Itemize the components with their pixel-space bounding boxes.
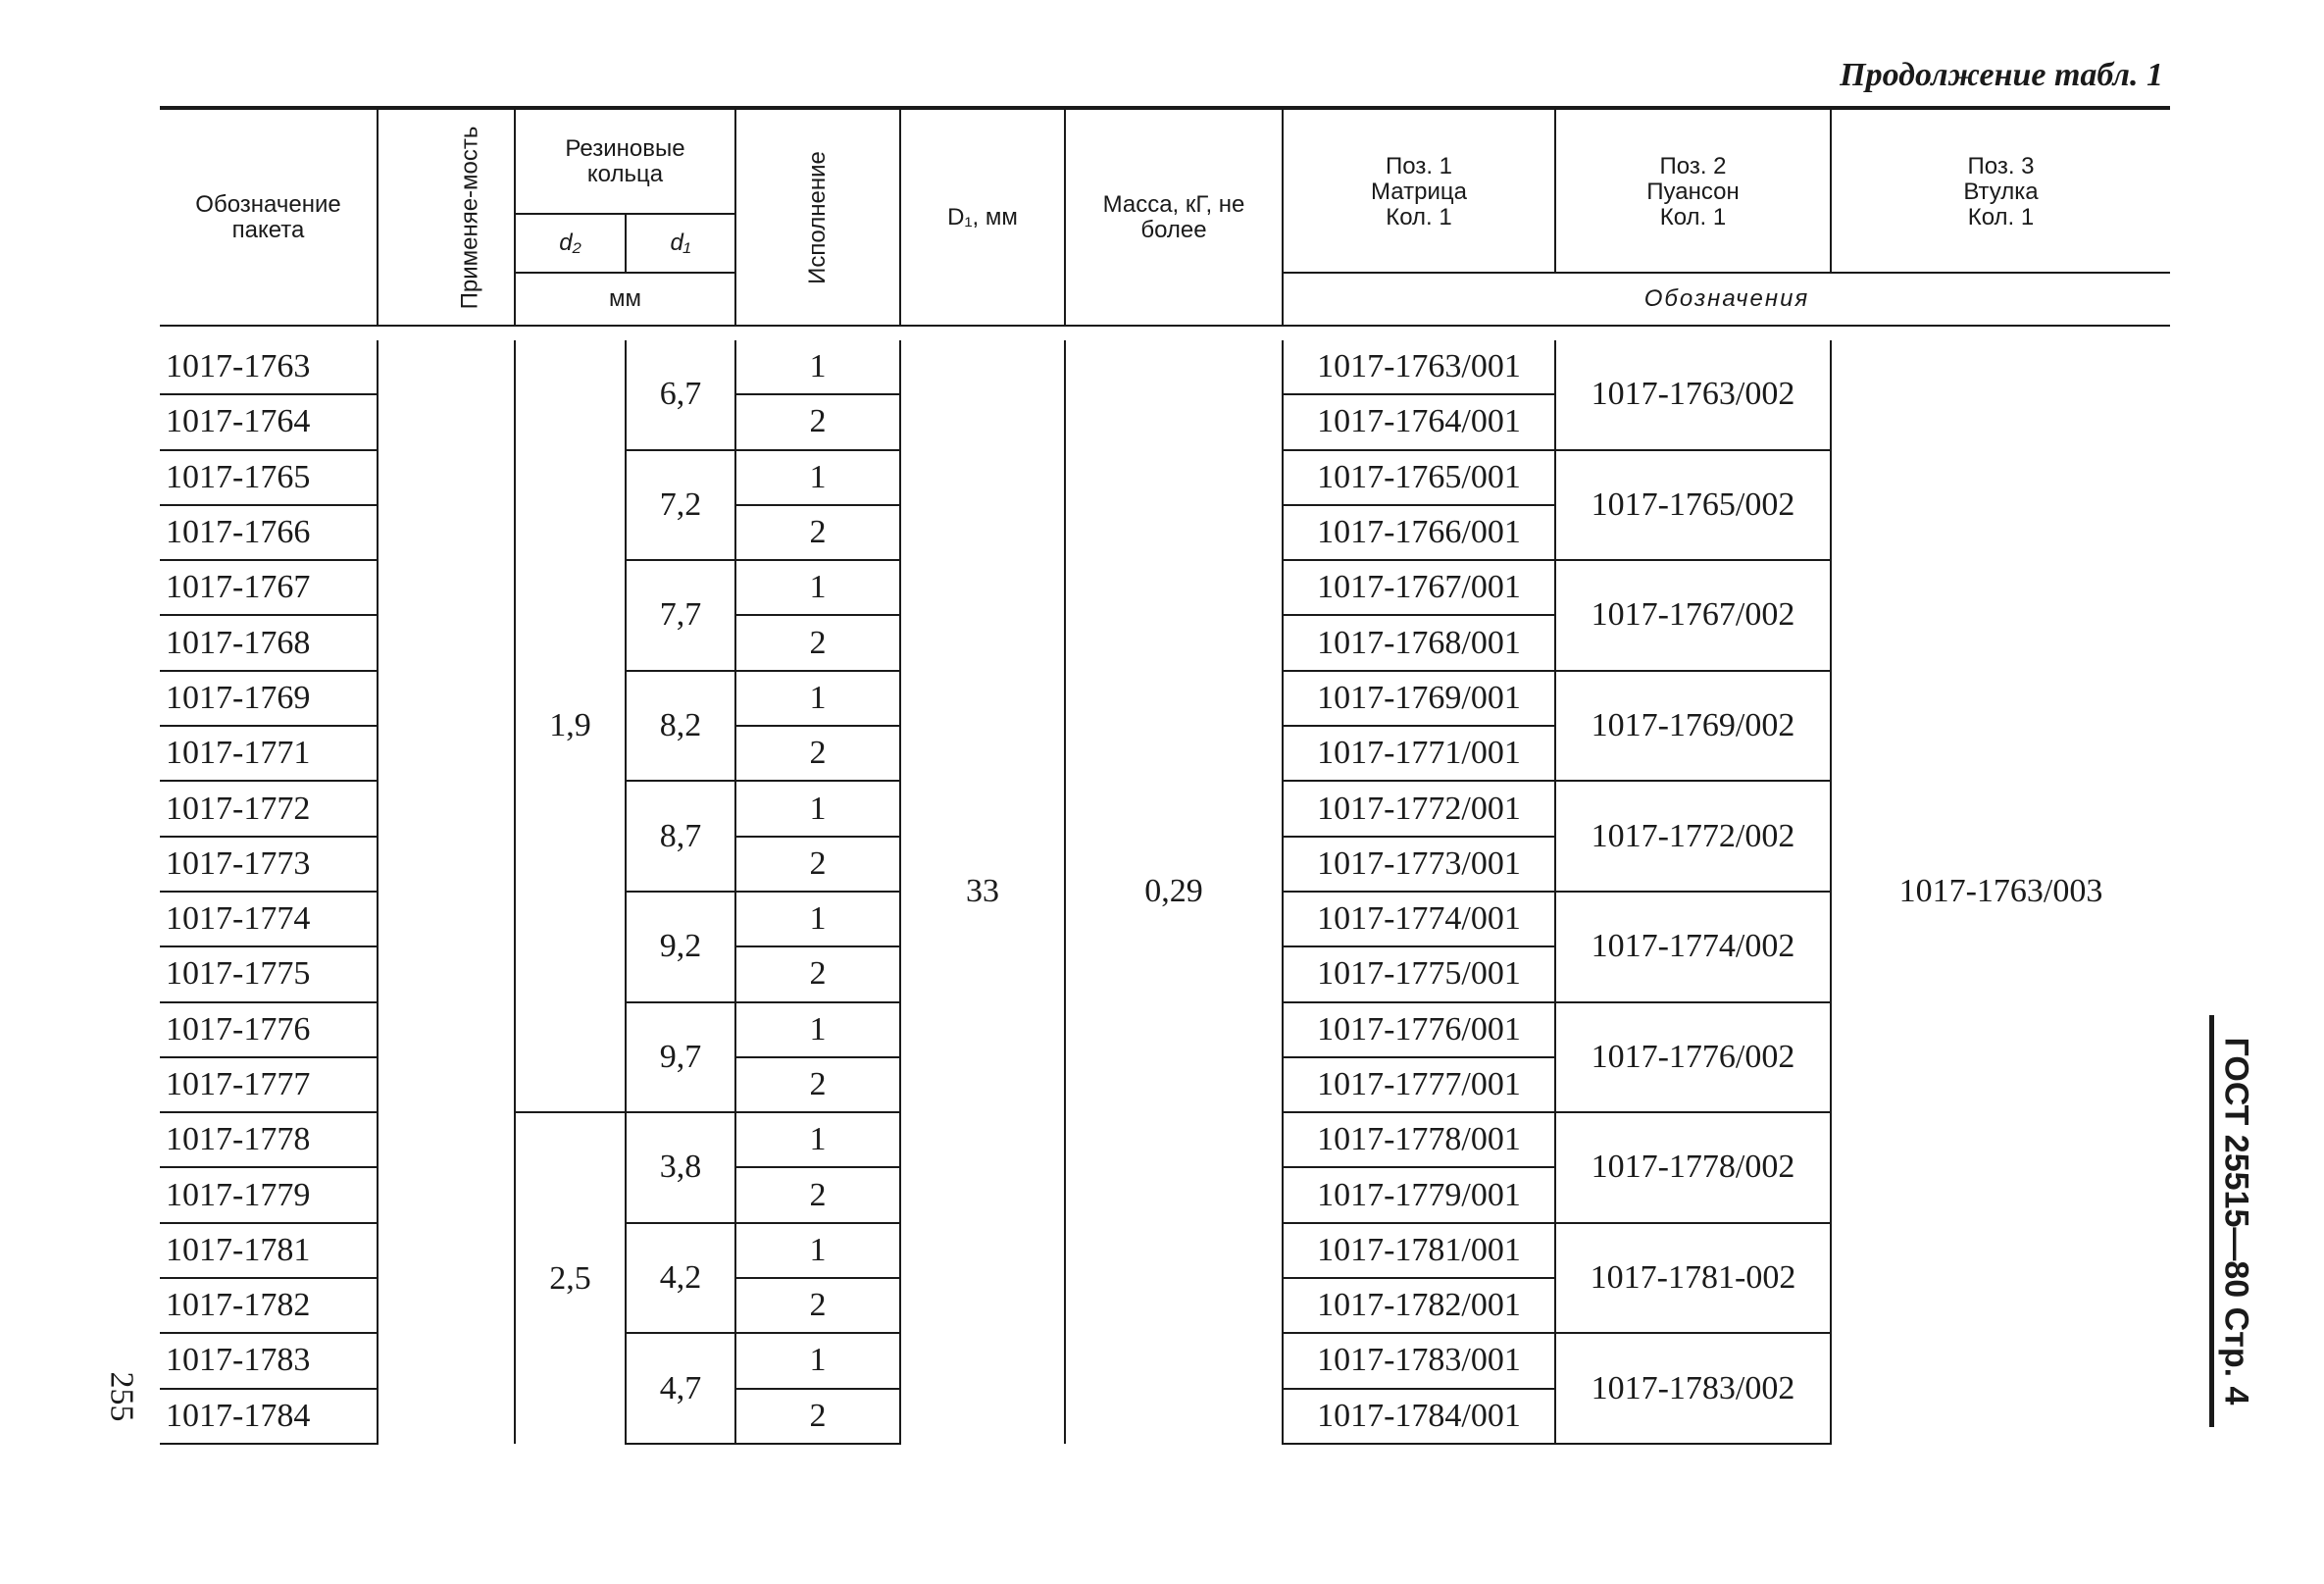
side-header: ГОСТ 25515—80 Стр. 4 xyxy=(2217,1037,2255,1405)
cell-designation: 1017-1784 xyxy=(160,1389,378,1444)
cell-pos1: 1017-1768/001 xyxy=(1283,615,1555,670)
cell-version: 2 xyxy=(735,1389,900,1444)
cell-version: 2 xyxy=(735,615,900,670)
data-table xyxy=(160,106,2170,1445)
cell-d2: 2,5 xyxy=(515,1112,626,1444)
cell-d1: 9,2 xyxy=(626,892,735,1002)
cell-designation: 1017-1783 xyxy=(160,1333,378,1388)
cell-pos1: 1017-1767/001 xyxy=(1283,560,1555,615)
header-rings: Резиновые кольца xyxy=(515,108,735,214)
side-header-rule xyxy=(2209,1015,2214,1427)
header-applicability: Применяе-мость xyxy=(378,108,515,326)
cell-version: 2 xyxy=(735,726,900,781)
cell-d1: 4,2 xyxy=(626,1223,735,1334)
table-row xyxy=(160,340,2170,394)
continuation-label: Продолжение табл. 1 xyxy=(1840,57,2163,93)
cell-d1: 7,2 xyxy=(626,450,735,561)
header-pos1: Поз. 1 Матрица Кол. 1 xyxy=(1283,108,1555,273)
cell-pos1: 1017-1775/001 xyxy=(1283,946,1555,1001)
header-mass: Масса, кГ, не более xyxy=(1065,108,1283,326)
cell-version: 1 xyxy=(735,781,900,836)
cell-pos2: 1017-1767/002 xyxy=(1555,560,1831,671)
cell-designation: 1017-1778 xyxy=(160,1112,378,1167)
cell-d1: 8,2 xyxy=(626,671,735,782)
cell-version: 1 xyxy=(735,560,900,615)
cell-pos1: 1017-1769/001 xyxy=(1283,671,1555,726)
cell-D1: 33 xyxy=(900,340,1065,1444)
cell-pos3: 1017-1763/003 xyxy=(1831,340,2170,1444)
cell-pos1: 1017-1777/001 xyxy=(1283,1057,1555,1112)
cell-d1: 4,7 xyxy=(626,1333,735,1444)
cell-version: 2 xyxy=(735,394,900,449)
cell-mass: 0,29 xyxy=(1065,340,1283,1444)
cell-pos1: 1017-1783/001 xyxy=(1283,1333,1555,1388)
cell-designation: 1017-1763 xyxy=(160,340,378,394)
header-D1: D₁, мм xyxy=(900,108,1065,326)
cell-pos1: 1017-1782/001 xyxy=(1283,1278,1555,1333)
cell-pos2: 1017-1763/002 xyxy=(1555,340,1831,450)
cell-pos1: 1017-1765/001 xyxy=(1283,450,1555,505)
cell-designation: 1017-1768 xyxy=(160,615,378,670)
cell-pos1: 1017-1781/001 xyxy=(1283,1223,1555,1278)
cell-designation: 1017-1766 xyxy=(160,505,378,560)
cell-designation: 1017-1779 xyxy=(160,1167,378,1222)
cell-version: 2 xyxy=(735,837,900,892)
cell-designation: 1017-1776 xyxy=(160,1002,378,1057)
header-designations: Обозначения xyxy=(1283,273,2170,326)
cell-version: 1 xyxy=(735,1112,900,1167)
cell-version: 2 xyxy=(735,946,900,1001)
cell-version: 1 xyxy=(735,340,900,394)
cell-designation: 1017-1777 xyxy=(160,1057,378,1112)
cell-designation: 1017-1771 xyxy=(160,726,378,781)
cell-version: 1 xyxy=(735,671,900,726)
cell-designation: 1017-1764 xyxy=(160,394,378,449)
cell-designation: 1017-1767 xyxy=(160,560,378,615)
cell-pos1: 1017-1784/001 xyxy=(1283,1389,1555,1444)
cell-designation: 1017-1774 xyxy=(160,892,378,946)
cell-pos1: 1017-1774/001 xyxy=(1283,892,1555,946)
cell-version: 1 xyxy=(735,1333,900,1388)
cell-pos1: 1017-1776/001 xyxy=(1283,1002,1555,1057)
cell-pos1: 1017-1778/001 xyxy=(1283,1112,1555,1167)
cell-designation: 1017-1775 xyxy=(160,946,378,1001)
cell-designation: 1017-1765 xyxy=(160,450,378,505)
cell-pos1: 1017-1764/001 xyxy=(1283,394,1555,449)
cell-pos1: 1017-1771/001 xyxy=(1283,726,1555,781)
cell-pos1: 1017-1772/001 xyxy=(1283,781,1555,836)
cell-version: 1 xyxy=(735,1223,900,1278)
cell-d1: 3,8 xyxy=(626,1112,735,1223)
header-pos2: Поз. 2 Пуансон Кол. 1 xyxy=(1555,108,1831,273)
header-mm: мм xyxy=(515,273,735,326)
cell-pos1: 1017-1763/001 xyxy=(1283,340,1555,394)
cell-d1: 8,7 xyxy=(626,781,735,892)
header-version: Исполнение xyxy=(735,108,900,326)
cell-d1: 9,7 xyxy=(626,1002,735,1113)
cell-designation: 1017-1772 xyxy=(160,781,378,836)
cell-version: 2 xyxy=(735,505,900,560)
cell-designation: 1017-1781 xyxy=(160,1223,378,1278)
cell-pos1: 1017-1766/001 xyxy=(1283,505,1555,560)
cell-applicability xyxy=(378,340,515,1444)
cell-pos2: 1017-1778/002 xyxy=(1555,1112,1831,1223)
cell-pos1: 1017-1779/001 xyxy=(1283,1167,1555,1222)
header-designation: Обозначение пакета xyxy=(160,108,378,326)
cell-pos2: 1017-1776/002 xyxy=(1555,1002,1831,1113)
cell-version: 1 xyxy=(735,450,900,505)
cell-pos2: 1017-1774/002 xyxy=(1555,892,1831,1002)
cell-pos2: 1017-1781-002 xyxy=(1555,1223,1831,1334)
header-d2: d₂ xyxy=(515,214,626,273)
cell-version: 1 xyxy=(735,1002,900,1057)
cell-d2: 1,9 xyxy=(515,340,626,1112)
table-body xyxy=(160,326,2170,1444)
cell-version: 2 xyxy=(735,1167,900,1222)
cell-pos2: 1017-1783/002 xyxy=(1555,1333,1831,1444)
cell-designation: 1017-1782 xyxy=(160,1278,378,1333)
header-d1: d₁ xyxy=(626,214,735,273)
cell-version: 2 xyxy=(735,1278,900,1333)
cell-d1: 7,7 xyxy=(626,560,735,671)
header-pos3: Поз. 3 Втулка Кол. 1 xyxy=(1831,108,2170,273)
cell-pos2: 1017-1772/002 xyxy=(1555,781,1831,892)
cell-pos2: 1017-1765/002 xyxy=(1555,450,1831,561)
cell-version: 1 xyxy=(735,892,900,946)
cell-d1: 6,7 xyxy=(626,340,735,450)
cell-designation: 1017-1773 xyxy=(160,837,378,892)
cell-pos1: 1017-1773/001 xyxy=(1283,837,1555,892)
cell-designation: 1017-1769 xyxy=(160,671,378,726)
cell-version: 2 xyxy=(735,1057,900,1112)
page-number: 255 xyxy=(103,1371,140,1422)
cell-pos2: 1017-1769/002 xyxy=(1555,671,1831,782)
